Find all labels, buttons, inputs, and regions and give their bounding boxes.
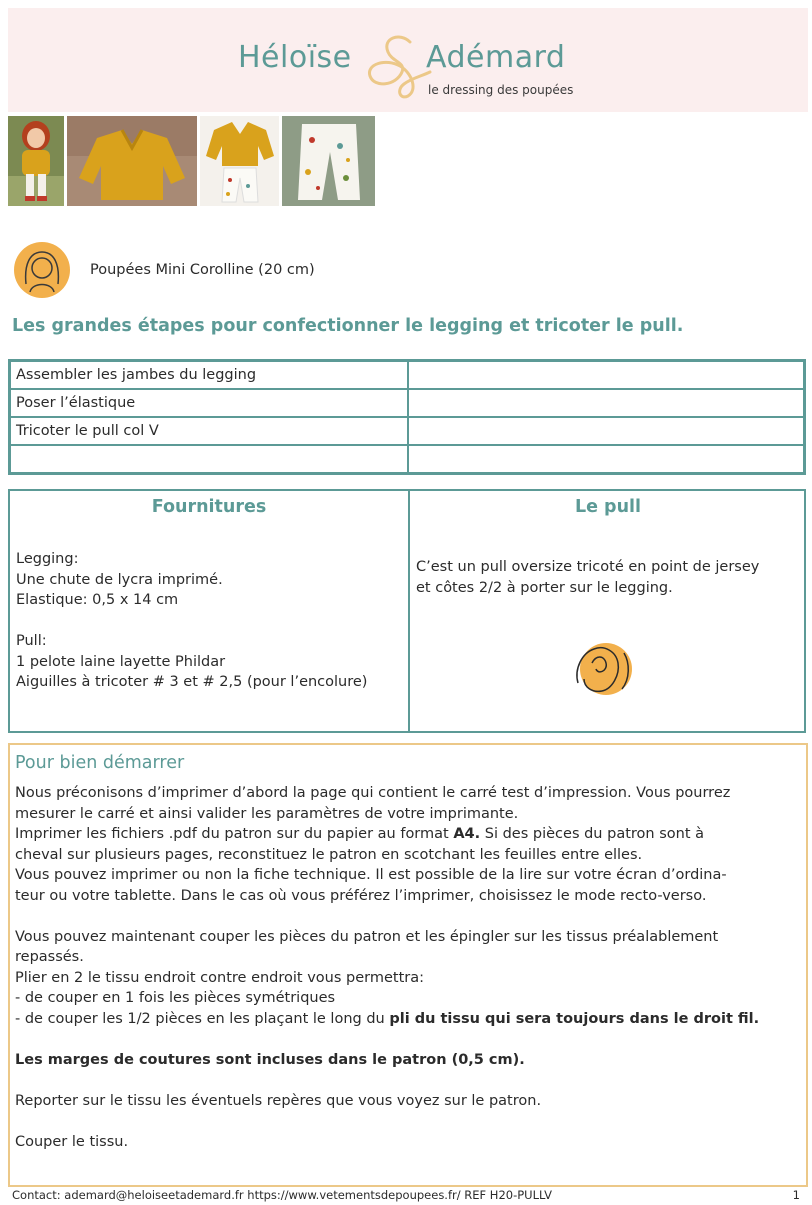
- legging-heading: Legging:: [16, 551, 79, 567]
- paragraph-line: Vous pouvez maintenant couper les pièces du patron et les épingler sur les tissus préalablement: [15, 928, 719, 945]
- footer: [12, 1188, 800, 1202]
- step-cell: [408, 445, 804, 473]
- brand-name-left: Héloïse: [238, 40, 352, 75]
- outfit-photo: [200, 116, 279, 206]
- paragraph-line: [15, 1009, 801, 1030]
- legging-photo: [282, 116, 375, 206]
- paper-format: A4.: [453, 826, 481, 842]
- table-row: [10, 361, 804, 389]
- pull-desc-line: C’est un pull oversize tricoté en point de jersey: [416, 559, 760, 575]
- table-row: [10, 417, 804, 445]
- step-cell: [408, 389, 804, 417]
- text-span: Imprimer les fichiers .pdf du patron sur du papier au format: [15, 826, 454, 842]
- page-number: 1: [792, 1188, 800, 1202]
- supply-item: 1 pelote laine layette Phildar: [16, 653, 226, 670]
- getting-started-box: [8, 743, 808, 1187]
- pull-column: [410, 491, 806, 731]
- step-cell: [10, 445, 408, 473]
- paragraph-line: repassés.: [15, 949, 84, 965]
- page-title: Les grandes étapes pour confectionner le legging et tricoter le pull.: [12, 316, 684, 336]
- table-row: [10, 445, 804, 473]
- paragraph-line: Couper le tissu.: [15, 1133, 129, 1150]
- doll-size-label: Poupées Mini Corolline (20 cm): [90, 262, 315, 278]
- paragraph-line: Nous préconisons d’imprimer d’abord la page qui contient le carré test d’impression. Vous pourrez: [15, 785, 731, 801]
- pull-description: [416, 557, 759, 598]
- paragraph-line: mesurer le carré et ainsi valider les paramètres de votre imprimante.: [15, 805, 519, 822]
- paragraph-line: Vous pouvez imprimer ou non la fiche technique. Il est possible de la lire sur votre écran d’ordina-: [15, 867, 727, 883]
- brand-tagline: le dressing des poupées: [428, 83, 574, 97]
- step-cell: Tricoter le pull col V: [10, 417, 408, 445]
- text-span: - de couper les 1/2 pièces en les plaçant le long du: [15, 1010, 390, 1027]
- header-banner: [8, 8, 808, 112]
- paragraph-line: - de couper en 1 fois les pièces symétriques: [15, 990, 336, 1006]
- paragraph-line: Plier en 2 le tissu endroit contre endroit vous permettra:: [15, 969, 425, 986]
- pull-desc-line: et côtes 2/2 à porter sur le legging.: [416, 579, 673, 596]
- seam-allowance-note: Les marges de coutures sont incluses dans le patron (0,5 cm).: [15, 1051, 525, 1068]
- supply-item: Aiguilles à tricoter # 3 et # 2,5 (pour l’encolure): [16, 674, 368, 690]
- doll-photo: [8, 116, 64, 206]
- brand-name-right: Adémard: [426, 40, 566, 75]
- ampersand-logo-icon: [356, 32, 436, 102]
- supplies-title: Fournitures: [151, 497, 267, 517]
- supplies-list: [16, 549, 367, 693]
- supply-item: Une chute de lycra imprimé.: [16, 571, 223, 588]
- sweater-photo: [67, 116, 197, 206]
- step-cell: [408, 361, 804, 389]
- getting-started-text: [15, 783, 801, 1152]
- supply-item: Elastique: 0,5 x 14 cm: [16, 592, 179, 608]
- pull-heading: Pull:: [16, 633, 47, 649]
- step-cell: Assembler les jambes du legging: [10, 361, 408, 389]
- doll-face-icon: [12, 240, 72, 300]
- supplies-box: [8, 489, 806, 733]
- supplies-column: [10, 491, 410, 731]
- paragraph-line: cheval sur plusieurs pages, reconstituez le patron en scotchant les feuilles entre elles.: [15, 846, 643, 863]
- pull-title: Le pull: [574, 497, 642, 517]
- step-cell: [408, 417, 804, 445]
- paragraph-line: teur ou votre tablette. Dans le cas où vous préférez l’imprimer, choisissez le mode recto-verso.: [15, 887, 707, 904]
- bold-text: pli du tissu qui sera toujours dans le droit fil.: [389, 1010, 760, 1027]
- steps-table: [8, 359, 806, 475]
- paragraph-line: [15, 824, 801, 845]
- table-row: [10, 389, 804, 417]
- paragraph-line: Reporter sur le tissu les éventuels repères que vous voyez sur le patron.: [15, 1092, 542, 1109]
- knitting-hand-icon: [568, 633, 638, 703]
- footer-contact: Contact: ademard@heloiseetademard.fr https://www.vetementsdepoupees.fr/ REF H20-PULLV: [12, 1188, 552, 1202]
- getting-started-title: Pour bien démarrer: [15, 753, 185, 773]
- step-cell: Poser l’élastique: [10, 389, 408, 417]
- brand-logo: [238, 30, 598, 106]
- text-span: Si des pièces du patron sont à: [480, 826, 704, 842]
